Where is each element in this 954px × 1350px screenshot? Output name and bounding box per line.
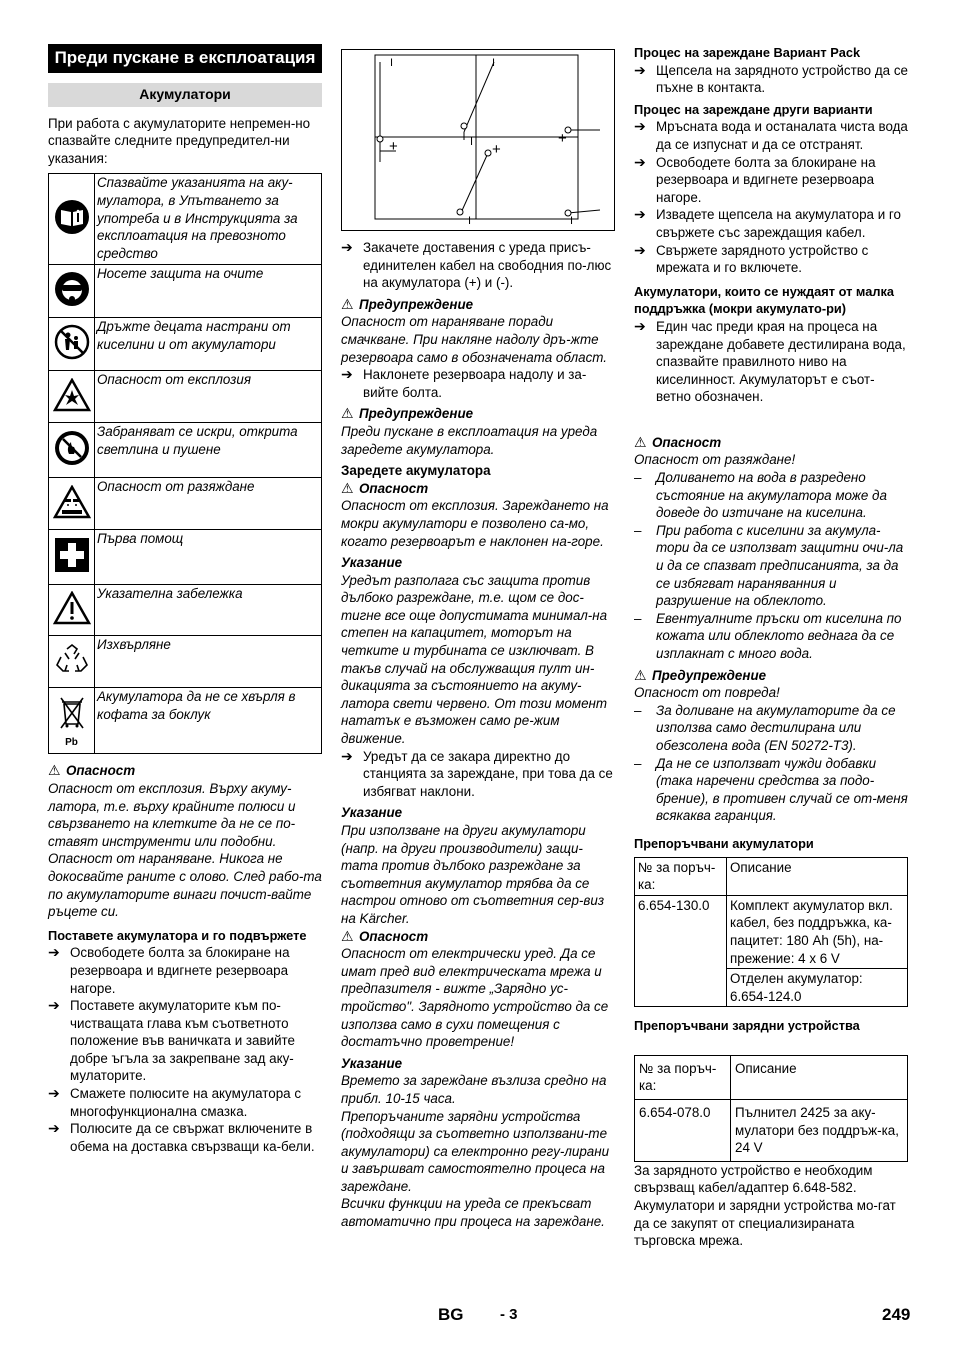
danger-text: Опасност от електрически уред. Да се имат пред вид електрическата мрежа и предпазителя - вижте „Зарядно ус-тройство". Зарядното устройство да се използва само в сухи помещения с достатъчно проветрение! xyxy=(341,946,609,1050)
table-cell: Отделен акумулатор: 6.654-124.0 xyxy=(727,969,908,1007)
warning-triangle-icon: ⚠ xyxy=(341,479,354,496)
danger-heading: ⚠ Опасност xyxy=(341,927,429,944)
symbol-text: Указателна забележка xyxy=(95,585,322,636)
battery-table xyxy=(634,857,908,1008)
warning-heading: ⚠ Предупреждение xyxy=(341,295,474,312)
warning-triangle-icon: ⚠ xyxy=(634,433,647,450)
arrow-icon: ➔ xyxy=(634,153,646,170)
danger-heading: ⚠ Опасност xyxy=(634,433,722,450)
arrow-icon: ➔ xyxy=(48,944,60,961)
section-title: Преди пускане в експлоатация xyxy=(48,44,322,73)
children-icon xyxy=(49,318,95,371)
list-item: ➔ Освободете болта за блокиране на резервоара и вдигнете резервоара нагоре. xyxy=(634,153,876,205)
column-2 xyxy=(341,49,615,1231)
table-cell: 6.654-130.0 xyxy=(635,895,727,1007)
arrow-icon: ➔ xyxy=(48,1085,60,1102)
list-item: ➔ Мръсната вода и останалата чиста вода да се изпуснат и да се отстранят. xyxy=(634,118,908,152)
battery-wiring-figure xyxy=(341,49,615,231)
note-text: Времето за зареждане възлиза средно на прибл. 10-15 часа. xyxy=(341,1073,607,1106)
list-item: – Доливането на вода в разредено състояние на акумулатора може да доведе до изтичане на киселина. xyxy=(634,470,887,521)
table-row xyxy=(635,1055,908,1099)
list-item: ➔ Уредът да се закара директно до станцията за зареждане, при това да се избягват наклони. xyxy=(341,747,613,799)
symbol-text: Спазвайте указанията на аку-мулатора, в Упътването за употреба и в Инструкцията за експлоатация на превозното средство xyxy=(95,174,322,265)
no-fire-icon xyxy=(49,423,95,478)
warning-intro: Опасност от повреда! xyxy=(634,685,780,701)
minus-label: I xyxy=(468,215,472,227)
table-header: № за поръч-ка: xyxy=(635,1055,731,1099)
explosion-icon xyxy=(49,371,95,423)
arrow-icon: ➔ xyxy=(634,206,646,223)
list-item: ➔ Закачете доставения с уреда присъ-единителен кабел на свободния по-люс на акумулатора (+) и (-). xyxy=(341,239,612,291)
danger-heading: ⚠ Опасност xyxy=(48,762,136,779)
list-item: ➔ Щепсела на зарядното устройство да се пъхне в контакта. xyxy=(634,61,908,96)
symbol-text: Носете защита на очите xyxy=(95,265,322,318)
arrow-icon: ➔ xyxy=(634,241,646,258)
recycle-icon xyxy=(49,636,95,688)
symbol-row xyxy=(49,530,322,585)
note-heading: Указание xyxy=(341,1055,403,1071)
plus-label: + xyxy=(558,130,567,147)
minus-label: I xyxy=(390,57,394,69)
column-3 xyxy=(634,44,908,1250)
arrow-icon: ➔ xyxy=(634,118,646,135)
footer-local-page: - 3 xyxy=(500,1306,518,1323)
symbol-row xyxy=(49,585,322,636)
goggles-icon xyxy=(49,265,95,318)
charge-heading: Заредете акумулатора xyxy=(341,463,491,479)
list-item: ➔ Полюсите да се свържат включените в обема на доставка свързващи ка-бели. xyxy=(48,1120,315,1154)
footer-page-number: 249 xyxy=(882,1305,911,1324)
warning-heading: ⚠ Предупреждение xyxy=(341,405,474,422)
other-heading: Процес на зареждане други варианти xyxy=(634,101,873,117)
table-header: Описание xyxy=(727,857,908,895)
list-item: ➔ Свържете зарядното устройство с мрежата и го включете. xyxy=(634,241,869,276)
arrow-icon: ➔ xyxy=(341,747,353,764)
table-cell: Пълнител 2425 за аку-мулатори без поддръж-ка, 24 V xyxy=(731,1100,908,1162)
symbol-text: Първа помощ xyxy=(95,530,322,585)
arrow-icon: ➔ xyxy=(341,366,353,383)
danger-text: Опасност от експлозия. Върху акуму-латора, т.е. върху крайните полюси и свързването на клетките да не се по-ставят инструменти или подобни. Опасност от нараняване. Никога не докосвайте раните с олово. След рабо-та по акумулаторите винаги почист-вайте ръцете си. xyxy=(48,780,322,920)
arrow-icon: ➔ xyxy=(48,1120,60,1137)
note-text: Уредът разполага със защита против дълбоко разреждане, т.е. щом се дос-тигне все още допустимата минимал-на степен на капацитет, моторът на четките и турбината се изключват. В такъв случай на обслужващия пулт ин-дикацията за състоянието на акуму-латора свети червено. От този момент нататък е възможен само ре-жим движение. xyxy=(341,572,608,747)
plus-label: + xyxy=(492,141,501,158)
list-item: – При работа с киселини за акумула-тори да се използват защитни очи-ла и да се спазват предписанията, за да се избягват нараняванния и разрушение на облеклото. xyxy=(634,522,904,609)
wiring-diagram xyxy=(342,50,614,230)
note-heading: Указание xyxy=(341,805,403,821)
danger-text: Опасност от експлозия. Зареждането на мокри акумулатори е позволено са-мо, когато резервоарът е наклонен на-горе. xyxy=(341,498,609,549)
symbol-row xyxy=(49,174,322,265)
wet-heading: Акумулатори, които се нуждаят от малка поддръжка (мокри акумулато-ри) xyxy=(634,283,894,317)
table-row xyxy=(635,1100,908,1162)
danger-heading: ⚠ Опасност xyxy=(341,479,429,496)
corrosion-icon xyxy=(49,478,95,530)
list-item: ➔ Освободете болта за блокиране на резервоара и вдигнете резервоара нагоре. xyxy=(48,944,290,996)
arrow-icon: ➔ xyxy=(341,239,353,255)
battery-table-heading: Препоръчвани акумулатори xyxy=(634,835,814,851)
symbol-row xyxy=(49,318,322,371)
warning-triangle-icon: ⚠ xyxy=(634,666,647,683)
list-item: – За доливане на акумулаторите да се използва само дестилирана или обезсолена вода (EN 50272-T3). xyxy=(634,702,896,753)
symbol-row xyxy=(49,423,322,478)
bin-icon xyxy=(49,688,95,754)
subsection-title: Акумулатори xyxy=(48,83,322,107)
symbol-row xyxy=(49,371,322,423)
charger-table-heading: Препоръчвани зарядни устройства xyxy=(634,1018,860,1034)
list-item: – Евентуалните пръски от киселина по кожата или облеклото веднага да се изплакнат с много вода. xyxy=(634,610,902,661)
arrow-icon: ➔ xyxy=(48,997,60,1014)
symbol-text: Изхвърляне xyxy=(95,636,322,688)
warning-text: Опасност от нараняване поради смачкване. При накляне надолу дръ-жте резервоара само в обозначената област. xyxy=(341,314,608,365)
symbol-text: Дръжте децата настрани от киселини и от акумулатори xyxy=(95,318,322,371)
plus-label: + xyxy=(389,138,398,155)
arrow-icon: ➔ xyxy=(634,61,646,78)
table-row xyxy=(635,895,908,968)
symbol-text: Забраняват се искри, открита светлина и пушене xyxy=(95,423,322,478)
list-item: ➔ Извадете щепсела на акумулатора и го свържете със зареждащия кабел. xyxy=(634,206,901,240)
charger-table xyxy=(634,1055,908,1162)
warning-text: Преди пускане в експлоатация на уреда заредете акумулатора. xyxy=(341,423,598,457)
warning-triangle-icon: ⚠ xyxy=(341,295,354,312)
list-item: ➔ Наклонете резервоара надолу и за-вийте болта. xyxy=(341,366,587,400)
symbol-row xyxy=(49,265,322,318)
symbol-row xyxy=(49,688,322,754)
list-item: ➔ Смажете полюсите на акумулатора с многофункционална смазка. xyxy=(48,1085,302,1119)
minus-label: I xyxy=(492,57,496,69)
warning-triangle-icon: ⚠ xyxy=(48,762,61,779)
closing-text: За зарядното устройство е необходим свързващ кабел/адаптер 6.648-582. Акумулатори и зарядни устройства мо-гат да се закупят от специализираната търговска мрежа. xyxy=(634,1162,896,1249)
table-row xyxy=(635,857,908,895)
first-aid-icon xyxy=(49,530,95,585)
table-cell: 6.654-078.0 xyxy=(635,1100,731,1162)
warning-heading: ⚠ Предупреждение xyxy=(634,666,767,683)
table-header: Описание xyxy=(731,1055,908,1099)
install-heading: Поставете акумулатора и го подвържете xyxy=(48,927,307,943)
footer-language: BG xyxy=(438,1305,464,1324)
column-1 xyxy=(48,44,322,1155)
minus-label: I xyxy=(470,136,474,148)
note-text: Всички функции на уреда се прекъсват автоматично при процеса на зареждане. xyxy=(341,1196,605,1230)
pack-heading: Процес на зареждане Вариант Pack xyxy=(634,45,861,60)
note-heading: Указание xyxy=(341,555,403,571)
list-item: ➔ Един час преди края на процеса на зареждане добавете дестилирана вода, спазвайте правилното ниво на киселинност. Акумулаторът е съот-ветно обозначен. xyxy=(634,317,906,405)
table-header: № за поръч-ка: xyxy=(635,857,727,895)
danger-intro: Опасност от разяждане! xyxy=(634,452,796,468)
intro-text: При работа с акумулаторите непремен-но спазвайте следните предупредител-ни указания: xyxy=(48,115,311,166)
note-text: При използване на други акумулатори (напр. на други производители) защи-тата против дълбоко разреждане за съответния акумулатор трябва да се настрои отново от съответния сер-виз на Kärcher. xyxy=(341,823,605,926)
pb-label: Pb xyxy=(65,737,78,749)
list-item: ➔ Поставете акумулаторите към по-чистващата глава към съответното положение във ваничката и завийте добре ъгъла за закрепване зад аку-мулаторите. xyxy=(48,997,295,1084)
minus-label: I xyxy=(570,215,574,227)
symbol-table xyxy=(48,173,322,754)
manual-icon xyxy=(49,174,95,265)
list-item: – Да не се използват чужди добавки (така наречени средства за подо-брение), в противен случай се от-меня всякаква гаранция. xyxy=(634,755,908,824)
warning-triangle-icon: ⚠ xyxy=(341,927,354,944)
symbol-text: Акумулатора да не се хвърля в кофата за боклук xyxy=(95,688,322,754)
arrow-icon: ➔ xyxy=(634,317,646,334)
symbol-text: Опасност от разяждане xyxy=(95,478,322,530)
symbol-row xyxy=(49,636,322,688)
note-text: Препоръчаните зарядни устройства (подходящи за съответно използвани-те акумулатори) са електронно регу-лирани и завършват самостоятелно процеса на зареждане. xyxy=(341,1108,610,1194)
symbol-text: Опасност от експлозия xyxy=(95,371,322,423)
table-cell: Комплект акумулатор вкл. кабел, без поддръжка, ка-пацитет: 180 Ah (5h), на-прежение: 4 x 6 V xyxy=(727,895,908,968)
warning-icon xyxy=(49,585,95,636)
symbol-row xyxy=(49,478,322,530)
warning-triangle-icon: ⚠ xyxy=(341,405,354,422)
